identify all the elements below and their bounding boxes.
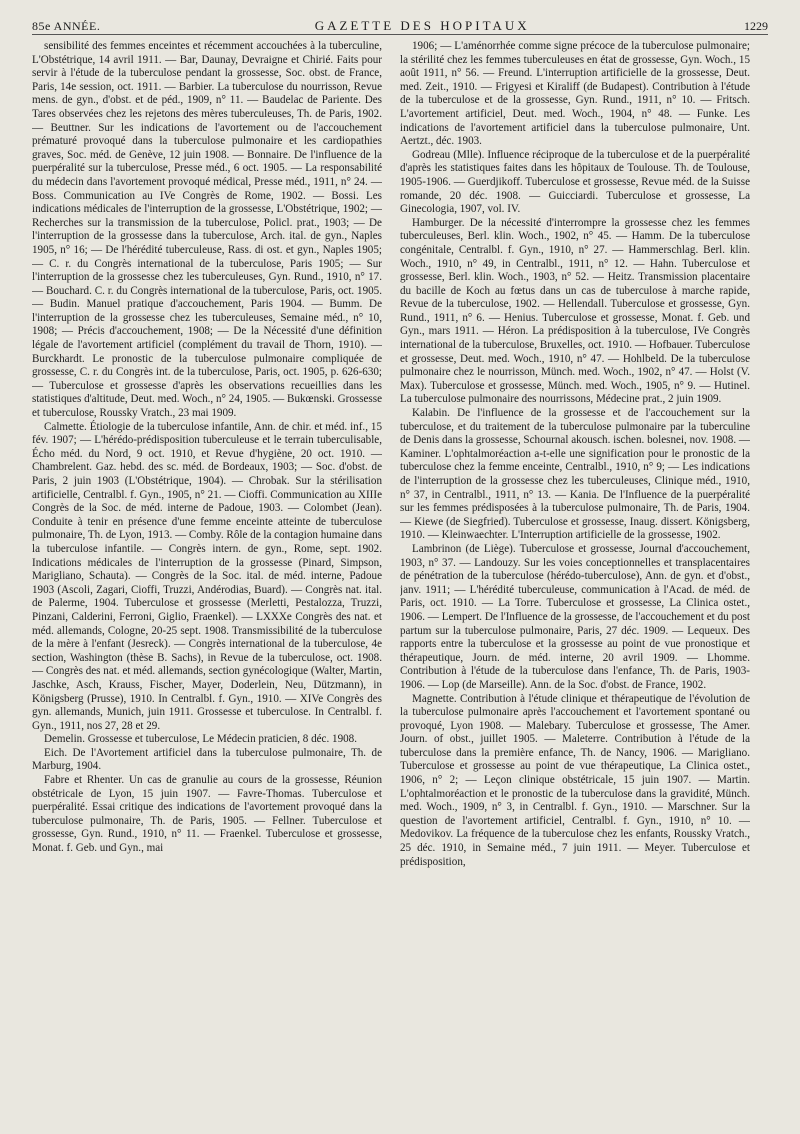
- bibliography-paragraph: Godreau (Mlle). Influence réciproque de la tuberculose et de la puerpéralité d'après les statistiques faites dans les hôpitaux de Toulouse. Th. de Toulouse, 1905-1906. — Guerdjikoff. Tuberculose et grossesse, Revue méd. de la Suisse romande, 20 déc. 1908. — Guicciardi. Tuberculose et grossesse, La Ginecologia, 1907, vol. IV.: [400, 148, 750, 216]
- bibliography-paragraph: sensibilité des femmes enceintes et récemment accouchées à la tuberculine, L'Obstétrique, 14 avril 1911. — Bar, Daunay, Devraigne et Chirié. Faits pour servir à l'étude de la tuberculose pendant la grossesse, Soc. obst. de France, Paris, 14e session, oct. 1911. — Barbier. La tuberculose du nourrisson, Revue mens. de gyn., d'obst. et de péd., 1909, n° 11. — Baudelac de Pariente. Des Tares observées chez les rejetons des mères tuberculeuses, Th. de Paris, 1902. — Beuttner. Sur les indications de l'avortement ou de l'accouchement prématuré provoqué dans la tuberculose pulmonaire et les cardiopathies graves, Soc. méd. de Genève, 12 juin 1908. — Bonnaire. De l'influence de la puerpéralité sur la tuberculose, Presse méd., 6 oct. 1905. — La responsabilité du médecin dans l'avortement provoqué médical, Presse méd., 1911, n° 24. — Boss. Communication au IVe Congrès de Rome, 1902. — Bossi. Les indications médicales de l'interruption de la grossesse, L'Obstétrique, 1902; — Recherches sur la transmission de la tuberculose, Policl. prat., 1903; — De l'interruption de la grossesse dans la tuberculose, Arch. ital. de gyn., Naples 1905, n° 16; — De l'hérédité tuberculeuse, Rass. di ost. et gyn., Naples 1905; — C. r. du Congrès international de la tuberculose, Paris 1905; — Sur l'interruption de la grossesse chez les tuberculeuses, Gyn. Rund., 1910, n° 17. — Bouchard. C. r. du Congrès international de la tuberculose, Paris, oct. 1905. — Budin. Manuel pratique d'accouchement, Paris 1904. — Bumm. De l'interruption de la grossesse chez les tuberculeuses, Semaine méd., n° 10, 1908; — Précis d'accouchement, 1908; — De la Nécessité d'une définition légale de l'avortement artificiel (complément du travail de Thorn, 1910). — Burckhardt. Le pronostic de la tuberculose pulmonaire compliquée de grossesse, C. r. du Congrès int. de la tuberculose, Paris, oct. 1905, p. 626-630; — Tuberculose et grossesse d'après les observations recueillies dans les statistiques d'altitude, Deut. med. Woch., n° 24, 1905. — Bukœnski. Grossesse et tuberculose, Roussky Vratch., 23 mai 1909.: [32, 40, 382, 420]
- journal-title: GAZETTE DES HOPITAUX: [314, 18, 530, 33]
- bibliography-paragraph: Eich. De l'Avortement artificiel dans la tuberculose pulmonaire, Th. de Marburg, 1904.: [32, 746, 382, 773]
- bibliography-paragraph: Hamburger. De la nécessité d'interrompre la grossesse chez les femmes tuberculeuses, Berl. klin. Woch., 1902, n° 45. — Hamm. De la tuberculose congénitale, Centralbl. f. Gyn., 1910, n° 27. — Hammerschlag. Berl. klin. Woch., 1910, n° 49, in Centralbl., 1911, n° 12. — Hahn. Tuberculose et grossesse, Berl. klin. Woch., 1903, n° 52. — Heitz. Transmission placentaire du bacille de Koch au fœtus dans un cas de tuberculose à marche rapide, Revue de la tuberculose, 1902. — Hellendall. Tuberculose et grossesse, Gyn. Rund., 1911, n° 6. — Henius. Tuberculose et grossesse, Monat. f. Geb. und Gyn., mars 1911. — Héron. La prédisposition à la tuberculose, IVe Congrès international de la tuberculose, Bruxelles, oct. 1910. — Hofbauer. Tuberculose et grossesse, Deut. med. Woch., 1910, n° 47. — Hohlbeld. De la tuberculose pulmonaire chez le nourrisson, Münch. med. Woch., 1902, n° 47. — Holst (V. Max). Tuberculose et grossesse, Münch. med. Woch., 1905, n° 9. — Hutinel. La tuberculose pulmonaire des nourrissons, Médecine prat., 2 juin 1909.: [400, 216, 750, 406]
- bibliography-paragraph: Kalabin. De l'influence de la grossesse et de l'accouchement sur la tuberculose, et du traitement de la tuberculose pulmonaire par la tuberculine de Denis dans la grossesse, Schournal akousch. ischen. bolesnei, nov. 1908. — Kaminer. L'ophtalmoréaction a-t-elle une signification pour le pronostic de la tuberculose chez la femme enceinte, Centralbl., 1910, n° 9; — Les indications de l'interruption de la grossesse chez les tuberculeuses, Clinique méd., 1910, n° 37, in Centralbl., 1911, n° 13. — Kania. De l'Influence de la puerpéralité sur les femmes prédisposées à la tuberculose pulmonaire, Th. de Paris, 1904. — Kiewe (de Siegfried). Tuberculose et grossesse, Inaug. dissert. Königsberg, 1910. — Kleinwaechter. L'Interruption artificielle de la grossesse, 1902.: [400, 407, 750, 542]
- bibliography-paragraph: Calmette. Étiologie de la tuberculose infantile, Ann. de chir. et méd. inf., 15 fév. 1907; — L'hérédo-prédisposition tuberculeuse et le terrain tuberculisable, Écho méd. du Nord, 9 oct. 1910, et Revue d'hygiène, 20 oct. 1910. — Chambrelent. Gaz. hebd. des sc. méd. de Bordeaux, 1903; — Soc. d'obst. de Paris, 2 juin 1903 (L'Obstétrique, 1904). — Chrobak. Sur la stérilisation artificielle, Centralbl. f. Gyn., 1905, n° 21. — Cioffi. Communication au XIIIe Congrès de la Soc. de méd. interne de Padoue, 1903. — Colombet (Jean). Conduite à tenir en présence d'une femme enceinte atteinte de tuberculose pulmonaire, Th. de Lyon, 1913. — Comby. Rôle de la contagion humaine dans la tuberculose infantile. — Congrès intern. de gyn., Rome, sept. 1902. Indications médicales de l'interruption de la grossesse (Pinard, Simpson, Marigliano, Schauta). — Congrès de la Soc. ital. de méd. interne, Padoue 1903 (Ascoli, Zagari, Cioffi, Truzzi, Andérodias, Buard). — Congrès nat. ital. de Palerme, 1904. Tuberculose et grossesse (Merletti, Pestalozza, Truzzi, Pinzani, Calderini, Ferroni, Giglio, Fraenkel). — LXXXe Congrès des nat. et méd. allemands, Cologne, 20-25 sept. 1908. Transmissibilité de la tuberculose de la mère à l'enfant (Jesreck). — Congrès international de la tuberculose, 4e section, Washington (thèse B. Sachs), in Revue de la tuberculose, oct. 1908. — Congrès des nat. et méd. allemands, section gynécologique (Walter, Martin, Jaschke, Asch, Krauss, Fischer, Mayer, Doderlein, Neu, Dützmann), in Königsberg (Prusse), 1910. In Centralbl. f. Gyn., 1910. — XIVe Congrès des gyn. allemands, Munich, juin 1911. Grossesse et tuberculose. In Centralbl. f. Gyn., 1911, nos 27, 28 et 29.: [32, 420, 382, 732]
- bibliography-paragraph: Magnette. Contribution à l'étude clinique et thérapeutique de l'évolution de la tuberculose pulmonaire après l'accouchement et l'avortement spontané ou provoqué, Lyon 1908. — Malebary. Tuberculose et grossesse, The Amer. Journ. of obst., juillet 1905. — Maleterre. Contribution à l'étude de la tuberculose dans la première enfance, Th. de Nancy, 1906. — Marigliano. Tuberculose et grossesse au point de vue thérapeutique, La Clinica ostet., 1906, n° 2; — Leçon clinique obstétricale, 15 juin 1907. — Martin. L'ophtalmoréaction et le pronostic de la tuberculose dans la gravidité, Münch. med. Woch., 1909, n° 3, in Centralbl. f. Gyn., 1910. — Marschner. Sur la question de l'avortement artificiel, Centralbl. f. Gyn., 1910, n° 10. — Medovikov. La fréquence de la tuberculose chez les enfants, Roussky Vratch., 25 déc. 1910, in Semaine méd., 7 juin 1911. — Meyer. Tuberculose et prédisposition,: [400, 692, 750, 868]
- bibliography-paragraph: Fabre et Rhenter. Un cas de granulie au cours de la grossesse, Réunion obstétricale de Lyon, 15 juin 1907. — Favre-Thomas. Tuberculose et puerpéralité. Essai critique des indications de l'avortement provoqué dans la tuberculose pulmonaire, Th. de Paris, 1905. — Fellner. Tuberculose et grossesse, Gyn. Rund., 1910, n° 11. — Fraenkel. Tuberculose et grossesse, Monat. f. Geb. und Gyn., mai: [32, 774, 382, 855]
- running-header: [32, 12, 768, 35]
- bibliography-paragraph: 1906; — L'aménorrhée comme signe précoce de la tuberculose pulmonaire; la stérilité chez les femmes tuberculeuses en état de grossesse, Gyn. Woch., 15 août 1911, n° 56. — Freund. L'interruption artificielle de la grossesse, Deut. med. Zeit., 1910. — Frigyesi et Kiraliff (de Budapest). Contribution à l'étude de la tuberculose et de la grossesse, Gyn. Rund., 1911, n° 10. — Fritsch. L'avortement artificiel, Deut. med. Woch., 1904, n° 48. — Funke. Les indications de l'avortement artificiel dans la tuberculose pulmonaire, Unt. Aertzt., déc. 1903.: [400, 40, 750, 148]
- bibliography-paragraph: Demelin. Grossesse et tuberculose, Le Médecin praticien, 8 déc. 1908.: [44, 733, 357, 746]
- left-column: [32, 40, 382, 1120]
- bibliography-paragraph: Lambrinon (de Liège). Tuberculose et grossesse, Journal d'accouchement, 1903, n° 37. — Landouzy. Sur les voies conceptionnelles et transplacentaires de pénétration de la tuberculose (hérédo-tuberculose), Ann. de gyn. et d'obst., janv. 1911; — L'hérédité tuberculeuse, communication à l'Acad. de méd. de Paris, oct. 1910. — La Torre. Tuberculose et grossesse, La Clinica ostet., 1906. — Lempert. De l'Influence de la grossesse, de l'accouchement et du post partum sur la tuberculose pulmonaire, Paris, 27 déc. 1909. — Lequeux. Des rapports entre la tuberculose et la grossesse au point de vue pronostique et thérapeutique, Journ. de méd. interne, 20 avril 1909. — Lhomme. Contribution à l'étude de la tuberculose dans l'enfance, Th. de Paris, 1903-1906. — Lop (de Marseille). Ann. de la Soc. d'obst. de France, 1902.: [400, 542, 750, 691]
- right-column: [400, 40, 750, 1120]
- issue-year: 85e ANNÉE.: [32, 19, 101, 33]
- page-number: 1229: [744, 19, 768, 33]
